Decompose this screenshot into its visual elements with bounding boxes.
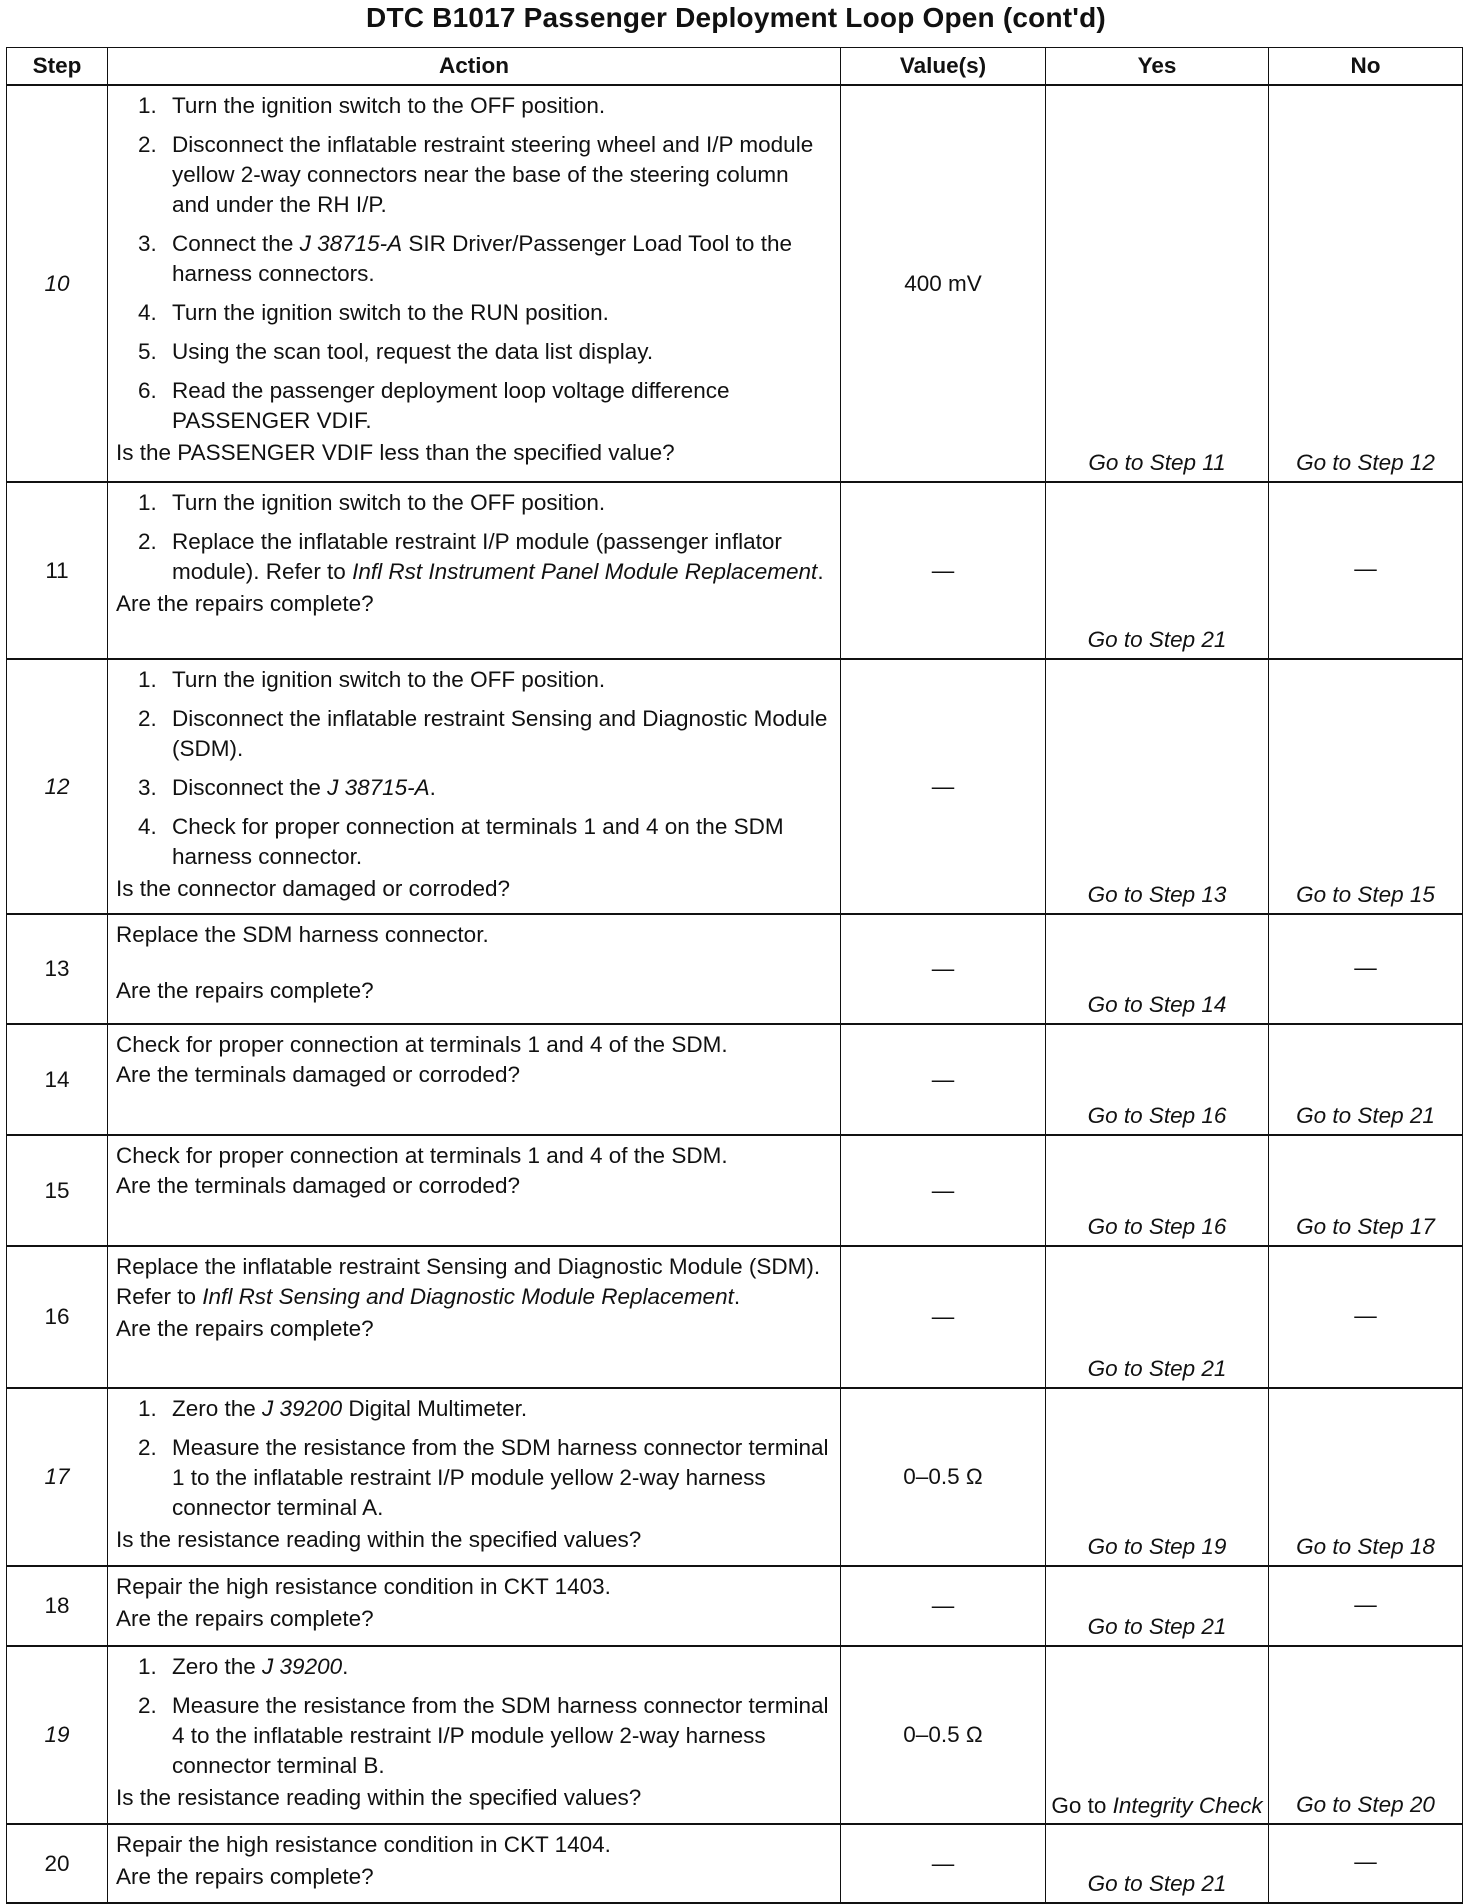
action-cell (108, 1646, 841, 1824)
yes-cell: Go to Step 21 (1046, 482, 1269, 659)
step-number: 18 (7, 1566, 108, 1646)
no-cell: — (1269, 1246, 1463, 1388)
action-question: Are the repairs complete? (116, 1316, 374, 1341)
action-steps (116, 1652, 832, 1781)
header-step: Step (7, 48, 108, 86)
step-number: 13 (7, 914, 108, 1024)
value-cell: — (841, 914, 1046, 1024)
action-cell (108, 1388, 841, 1566)
step-number: 16 (7, 1246, 108, 1388)
action-text: Replace the SDM harness connector. (116, 922, 489, 947)
no-cell: — (1269, 1824, 1463, 1903)
table-row (7, 1566, 1463, 1646)
page-title: DTC B1017 Passenger Deployment Loop Open (cont'd) (366, 2, 1106, 33)
list-item: 4. Check for proper connection at terminals 1 and 4 on the SDM harness connector. (138, 814, 784, 869)
header-action: Action (108, 48, 841, 86)
yes-cell: Go to Step 21 (1046, 1824, 1269, 1903)
action-cell (108, 1135, 841, 1246)
tool-reference: J 38715-A (299, 231, 403, 256)
list-item: 2. Measure the resistance from the SDM harness connector terminal 4 to the inflatable restraint I/P module yellow 2-way harness connector terminal B. (138, 1693, 829, 1778)
no-cell: Go to Step 20 (1269, 1646, 1463, 1824)
step-number: 12 (7, 659, 108, 914)
integrity-check-reference: Integrity Check (1112, 1793, 1263, 1818)
value-cell: 0–0.5 Ω (841, 1388, 1046, 1566)
action-cell (108, 914, 841, 1024)
action-question: Is the resistance reading within the specified values? (116, 1785, 642, 1810)
action-question: Are the repairs complete? (116, 1606, 374, 1631)
table-row (7, 914, 1463, 1024)
no-cell: — (1269, 914, 1463, 1024)
yes-cell: Go to Step 16 (1046, 1024, 1269, 1135)
list-item: 1. Turn the ignition switch to the OFF position. (138, 93, 606, 118)
value-cell: 400 mV (841, 85, 1046, 482)
action-question: Are the terminals damaged or corroded? (116, 1173, 520, 1198)
value-cell: — (841, 1824, 1046, 1903)
yes-cell: Go to Step 13 (1046, 659, 1269, 914)
table-row (7, 1646, 1463, 1824)
action-question: Are the repairs complete? (116, 1864, 374, 1889)
list-item: 5. Using the scan tool, request the data list display. (138, 339, 654, 364)
table-row (7, 85, 1463, 482)
action-cell (108, 85, 841, 482)
action-cell (108, 659, 841, 914)
action-steps (116, 91, 832, 436)
tool-reference: J 39200 (262, 1396, 343, 1421)
action-text: Repair the high resistance condition in CKT 1404. (116, 1832, 611, 1857)
doc-reference: Infl Rst Instrument Panel Module Replacement (352, 559, 818, 584)
table-row (7, 1135, 1463, 1246)
action-question: Are the repairs complete? (116, 978, 374, 1003)
value-cell: — (841, 482, 1046, 659)
action-steps (116, 665, 832, 872)
list-item: 1. Turn the ignition switch to the OFF position. (138, 667, 606, 692)
value-cell: — (841, 1246, 1046, 1388)
table-row (7, 1024, 1463, 1135)
action-text: Check for proper connection at terminals 1 and 4 of the SDM. (116, 1143, 728, 1168)
step-number: 11 (7, 482, 108, 659)
list-item: 1. Zero the J 39200. (138, 1654, 349, 1679)
yes-cell: Go to Step 16 (1046, 1135, 1269, 1246)
value-cell: — (841, 1566, 1046, 1646)
action-question: Are the terminals damaged or corroded? (116, 1062, 520, 1087)
list-item: 2. Measure the resistance from the SDM harness connector terminal 1 to the inflatable restraint I/P module yellow 2-way harness connector terminal A. (138, 1435, 829, 1520)
yes-cell: Go to Step 19 (1046, 1388, 1269, 1566)
tool-reference: J 39200 (262, 1654, 343, 1679)
yes-cell: Go to Step 21 (1046, 1566, 1269, 1646)
yes-cell: Go to Integrity Check (1046, 1646, 1269, 1824)
tool-reference: J 38715-A (327, 775, 430, 800)
list-item: 1. Zero the J 39200 Digital Multimeter. (138, 1396, 528, 1421)
action-question: Is the PASSENGER VDIF less than the specified value? (116, 440, 675, 465)
action-text: Check for proper connection at terminals 1 and 4 of the SDM. (116, 1032, 728, 1057)
yes-cell: Go to Step 11 (1046, 85, 1269, 482)
step-number: 15 (7, 1135, 108, 1246)
list-item: 3. Disconnect the J 38715-A. (138, 775, 436, 800)
header-yes: Yes (1046, 48, 1269, 86)
yes-cell: Go to Step 14 (1046, 914, 1269, 1024)
action-question: Are the repairs complete? (116, 591, 374, 616)
list-item: 4. Turn the ignition switch to the RUN position. (138, 300, 609, 325)
action-cell (108, 1024, 841, 1135)
action-steps (116, 1394, 832, 1523)
header-values: Value(s) (841, 48, 1046, 86)
no-cell: Go to Step 21 (1269, 1024, 1463, 1135)
header-no: No (1269, 48, 1463, 86)
value-cell: 0–0.5 Ω (841, 1646, 1046, 1824)
value-cell: — (841, 659, 1046, 914)
table-header-row (7, 48, 1463, 86)
action-cell (108, 1566, 841, 1646)
list-item: 3. Connect the J 38715-A SIR Driver/Passenger Load Tool to the harness connectors. (138, 231, 792, 286)
value-cell: — (841, 1024, 1046, 1135)
action-cell (108, 482, 841, 659)
no-cell: Go to Step 18 (1269, 1388, 1463, 1566)
table-row (7, 659, 1463, 914)
action-text: Repair the high resistance condition in CKT 1403. (116, 1574, 611, 1599)
no-cell: Go to Step 17 (1269, 1135, 1463, 1246)
action-cell (108, 1246, 841, 1388)
list-item: 6. Read the passenger deployment loop voltage difference PASSENGER VDIF. (138, 378, 730, 433)
no-cell: — (1269, 1566, 1463, 1646)
step-number: 14 (7, 1024, 108, 1135)
step-number: 20 (7, 1824, 108, 1903)
action-steps (116, 488, 832, 587)
table-row (7, 1246, 1463, 1388)
list-item: 2. Replace the inflatable restraint I/P module (passenger inflator module). Refer to Infl Rst Instrument Panel Module Replacement. (138, 529, 824, 584)
list-item: 1. Turn the ignition switch to the OFF position. (138, 490, 606, 515)
table-row (7, 1824, 1463, 1903)
step-number: 19 (7, 1646, 108, 1824)
table-row (7, 482, 1463, 659)
step-number: 10 (7, 85, 108, 482)
no-cell: Go to Step 15 (1269, 659, 1463, 914)
list-item: 2. Disconnect the inflatable restraint steering wheel and I/P module yellow 2-way connectors near the base of the steering column and under the RH I/P. (138, 132, 814, 217)
diagnostic-table (6, 47, 1463, 1904)
no-cell: Go to Step 12 (1269, 85, 1463, 482)
action-text: Replace the inflatable restraint Sensing and Diagnostic Module (SDM). Refer to Infl Rst Sensing and Diagnostic Module Replacement. (116, 1254, 821, 1309)
table-row (7, 1388, 1463, 1566)
yes-cell: Go to Step 21 (1046, 1246, 1269, 1388)
doc-reference: Infl Rst Sensing and Diagnostic Module Replacement (202, 1284, 734, 1309)
value-cell: — (841, 1135, 1046, 1246)
step-number: 17 (7, 1388, 108, 1566)
no-cell: — (1269, 482, 1463, 659)
action-question: Is the connector damaged or corroded? (116, 876, 510, 901)
list-item: 2. Disconnect the inflatable restraint Sensing and Diagnostic Module (SDM). (138, 706, 828, 761)
action-cell (108, 1824, 841, 1903)
action-question: Is the resistance reading within the specified values? (116, 1527, 642, 1552)
